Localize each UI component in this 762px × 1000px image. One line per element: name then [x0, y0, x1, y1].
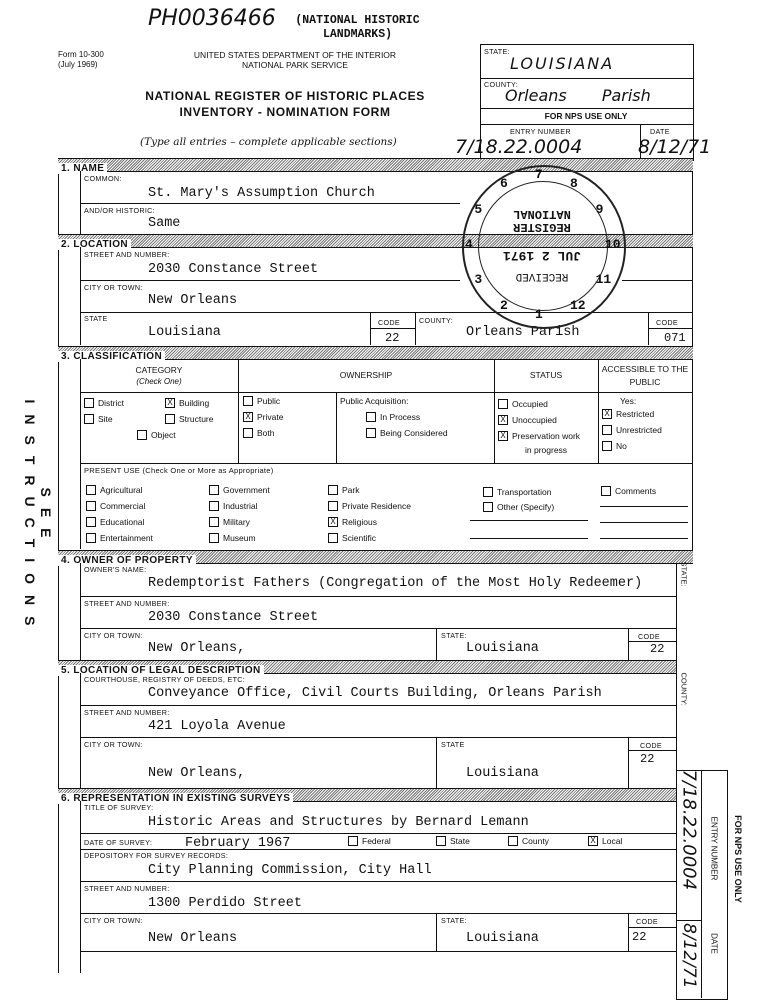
checkbox-icon[interactable]	[165, 414, 175, 424]
survey-date: February 1967	[185, 836, 291, 851]
category-district[interactable]: District	[84, 398, 124, 409]
side-date-value: 8/12/71	[679, 923, 699, 989]
access-restricted[interactable]: X Restricted	[602, 409, 654, 420]
checkbox-icon[interactable]	[86, 517, 96, 527]
courthouse: Conveyance Office, Civil Courts Building, Orleans Parish	[148, 686, 602, 701]
checkbox-icon[interactable]	[209, 501, 219, 511]
use-religious[interactable]: X Religious	[328, 517, 377, 528]
acq-being-considered[interactable]: Being Considered	[366, 428, 448, 439]
header-date-value: 8/12/71	[638, 136, 712, 158]
location-state-label: STATE	[84, 314, 108, 323]
survey-date-label: DATE OF SURVEY:	[84, 838, 153, 847]
stamp-digit: 4	[465, 237, 473, 252]
section-1-bar: 1. NAME	[58, 158, 693, 172]
public-acquisition-label: Public Acquisition:	[340, 396, 409, 406]
form-title: NATIONAL REGISTER OF HISTORIC PLACES INVENTORY - NOMINATION FORM	[145, 89, 425, 119]
stamp-digit: 11	[595, 272, 612, 287]
access-no[interactable]: No	[602, 441, 627, 452]
location-state: Louisiana	[148, 325, 221, 340]
checkbox-icon[interactable]	[209, 533, 219, 543]
header-entry-value: 7/18.22.0004	[455, 136, 583, 158]
side-entry-label: ENTRY NUMBER	[709, 816, 719, 881]
checkbox-icon[interactable]	[328, 533, 338, 543]
ownership-private[interactable]: X Private	[243, 412, 283, 423]
acq-in-process[interactable]: In Process	[366, 412, 420, 423]
stamp-digit: 1	[535, 307, 543, 322]
location-city-label: CITY OR TOWN:	[84, 283, 143, 292]
side-state-label: STATE:	[679, 561, 689, 587]
checkbox-icon[interactable]	[328, 501, 338, 511]
depository-code-label: CODE	[636, 917, 658, 926]
checkbox-icon[interactable]	[243, 428, 253, 438]
depository-street-label: STREET AND NUMBER:	[84, 884, 170, 893]
section-6-bar: 6. REPRESENTATION IN EXISTING SURVEYS	[58, 788, 676, 802]
use-private-residence[interactable]: Private Residence	[328, 501, 411, 512]
stamp-digit: 6	[500, 176, 508, 192]
section-5-bar: 5. LOCATION OF LEGAL DESCRIPTION	[58, 660, 676, 674]
depository-code: 22	[632, 930, 647, 944]
use-agricultural[interactable]: Agricultural	[86, 485, 143, 496]
depository-street: 1300 Perdido Street	[148, 896, 302, 911]
courthouse-label: COURTHOUSE, REGISTRY OF DEEDS, ETC:	[84, 675, 246, 684]
legal-state: Louisiana	[466, 766, 539, 781]
location-city: New Orleans	[148, 293, 238, 308]
type-instructions: (Type all entries – complete applicable sections)	[140, 136, 397, 148]
checked-box-icon[interactable]: X	[498, 431, 508, 441]
stamp-digit: 3	[474, 272, 483, 287]
location-street-label: STREET AND NUMBER:	[84, 250, 170, 259]
use-scientific[interactable]: Scientific	[328, 533, 376, 544]
checkbox-icon[interactable]	[137, 430, 147, 440]
header-state-label: STATE:	[484, 47, 510, 56]
category-building[interactable]: X Building	[165, 398, 209, 409]
location-code: 22	[385, 331, 400, 345]
checkbox-icon[interactable]	[209, 517, 219, 527]
checkbox-icon[interactable]	[84, 398, 94, 408]
stamp-date: JUL 2 1971	[503, 248, 582, 263]
depository: City Planning Commission, City Hall	[148, 863, 432, 878]
survey-local[interactable]: X Local	[588, 836, 622, 847]
use-museum[interactable]: Museum	[209, 533, 256, 544]
stamp-digit: 7	[535, 167, 543, 182]
checked-box-icon[interactable]: X	[165, 398, 175, 408]
checked-box-icon[interactable]: X	[243, 412, 253, 422]
status-preservation[interactable]: X Preservation work	[498, 431, 580, 442]
depository-city: New Orleans	[148, 931, 238, 946]
checked-box-icon[interactable]: X	[498, 415, 508, 425]
common-name: St. Mary's Assumption Church	[148, 186, 375, 201]
location-county-label: COUNTY:	[419, 316, 454, 325]
checkbox-icon[interactable]	[498, 399, 508, 409]
checkbox-icon[interactable]	[328, 485, 338, 495]
checkbox-icon[interactable]	[602, 441, 612, 451]
survey-title: Historic Areas and Structures by Bernard Lemann	[148, 815, 529, 830]
header-county-value: Orleans Parish	[505, 86, 651, 105]
section-2-bar: 2. LOCATION	[58, 234, 693, 248]
side-county-label: COUNTY:	[679, 672, 689, 706]
section-4-bar: 4. OWNER OF PROPERTY	[58, 550, 693, 564]
county-code-label: CODE	[656, 318, 678, 327]
category-object[interactable]: Object	[137, 430, 176, 441]
use-government[interactable]: Government	[209, 485, 270, 496]
legal-city-label: CITY OR TOWN:	[84, 740, 143, 749]
checkbox-icon[interactable]	[366, 428, 376, 438]
owner-state: Louisiana	[466, 641, 539, 656]
status-in-progress: in progress	[525, 445, 568, 455]
stamp-digit: 5	[474, 202, 483, 217]
checkbox-icon[interactable]	[348, 836, 358, 846]
legal-code-label: CODE	[640, 741, 662, 750]
side-nps-label: FOR NPS USE ONLY	[733, 815, 743, 903]
ownership-both[interactable]: Both	[243, 428, 275, 439]
checkbox-icon[interactable]	[602, 425, 612, 435]
status-header: STATUS	[529, 370, 563, 380]
checkbox-icon[interactable]	[86, 501, 96, 511]
use-educational[interactable]: Educational	[86, 517, 144, 528]
landmark-note: (NATIONAL HISTORIC LANDMARKS)	[295, 14, 420, 41]
use-park[interactable]: Park	[328, 485, 359, 496]
access-yes: Yes:	[620, 396, 637, 406]
ownership-public[interactable]: Public	[243, 396, 280, 407]
owner-street-label: STREET AND NUMBER:	[84, 599, 170, 608]
location-code-label: CODE	[378, 318, 400, 327]
stamp-digit: 8	[570, 176, 578, 192]
checkbox-icon[interactable]	[209, 485, 219, 495]
category-header: CATEGORY (Check One)	[135, 365, 183, 386]
owner-city-label: CITY OR TOWN:	[84, 631, 143, 640]
side-date-label: DATE	[709, 933, 719, 954]
form-number: Form 10-300 (July 1969)	[58, 50, 104, 69]
use-transportation[interactable]: Transportation	[483, 487, 552, 498]
present-use-label: PRESENT USE (Check One or More as Appropriate)	[84, 466, 274, 475]
legal-state-label: STATE	[441, 740, 465, 749]
stamp-digit: 12	[570, 297, 586, 313]
checkbox-icon[interactable]	[366, 412, 376, 422]
legal-code: 22	[640, 752, 655, 766]
historic-label: AND/OR HISTORIC:	[84, 206, 155, 215]
header-county-label: COUNTY:	[484, 80, 519, 89]
owner-city: New Orleans,	[148, 641, 246, 656]
legal-street-label: STREET AND NUMBER:	[84, 708, 170, 717]
owner-street: 2030 Constance Street	[148, 610, 319, 625]
checked-box-icon[interactable]: X	[602, 409, 612, 419]
checkbox-icon[interactable]	[86, 533, 96, 543]
stamp-register-text: REGISTER NATIONAL	[513, 207, 571, 234]
checkbox-icon[interactable]	[243, 396, 253, 406]
survey-county[interactable]: County	[508, 836, 549, 847]
checkbox-icon[interactable]	[483, 487, 493, 497]
header-nps-label: FOR NPS USE ONLY	[544, 111, 628, 121]
category-structure[interactable]: Structure	[165, 414, 214, 425]
stamp-received: RECEIVED	[515, 270, 569, 282]
owner-name-label: OWNER'S NAME:	[84, 565, 147, 574]
header-state-value: LOUISIANA	[510, 54, 615, 73]
use-industrial[interactable]: Industrial	[209, 501, 258, 512]
use-military[interactable]: Military	[209, 517, 250, 528]
checked-box-icon[interactable]: X	[328, 517, 338, 527]
use-comments[interactable]: Comments	[601, 486, 656, 497]
agency: UNITED STATES DEPARTMENT OF THE INTERIOR NATIONAL PARK SERVICE	[193, 50, 397, 70]
depository-state: Louisiana	[466, 931, 539, 946]
checkbox-icon[interactable]	[436, 836, 446, 846]
stamp-digit: 9	[595, 202, 604, 217]
owner-code: 22	[650, 642, 665, 656]
depository-state-label: STATE:	[441, 916, 467, 925]
stamp-digit: 2	[500, 297, 508, 313]
handwritten-id: PH0036466	[148, 6, 276, 31]
location-street: 2030 Constance Street	[148, 262, 319, 277]
owner-state-label: STATE:	[441, 631, 467, 640]
location-county: Orleans Parish	[466, 325, 580, 340]
historic-name: Same	[148, 216, 181, 231]
side-entry-value: 7/18.22.0004	[678, 769, 700, 891]
checkbox-icon[interactable]	[483, 502, 493, 512]
county-code: 071	[664, 331, 686, 345]
checkbox-icon[interactable]	[86, 485, 96, 495]
legal-street: 421 Loyola Avenue	[148, 719, 286, 734]
checkbox-icon[interactable]	[601, 486, 611, 496]
access-header: ACCESSIBLE TO THE PUBLIC	[601, 364, 689, 387]
received-stamp-inner	[478, 181, 608, 311]
depository-city-label: CITY OR TOWN:	[84, 916, 143, 925]
section-3-bar: 3. CLASSIFICATION	[58, 346, 693, 360]
survey-federal[interactable]: Federal	[348, 836, 391, 847]
stamp-digit: 10	[605, 237, 621, 252]
checkbox-icon[interactable]	[84, 414, 94, 424]
legal-city: New Orleans,	[148, 766, 246, 781]
ownership-header: OWNERSHIP	[339, 370, 393, 380]
owner-name: Redemptorist Fathers (Congregation of the Most Holy Redeemer)	[148, 576, 643, 591]
use-other[interactable]: Other (Specify)	[483, 502, 554, 513]
access-unrestricted[interactable]: Unrestricted	[602, 425, 662, 436]
survey-state[interactable]: State	[436, 836, 470, 847]
status-occupied[interactable]: Occupied	[498, 399, 548, 410]
survey-title-label: TITLE OF SURVEY:	[84, 803, 154, 812]
use-commercial[interactable]: Commercial	[86, 501, 145, 512]
owner-code-label: CODE	[638, 632, 660, 641]
status-unoccupied[interactable]: X Unoccupied	[498, 415, 557, 426]
common-label: COMMON:	[84, 174, 122, 183]
category-site[interactable]: Site	[84, 414, 113, 425]
depository-label: DEPOSITORY FOR SURVEY RECORDS:	[84, 851, 229, 860]
checked-box-icon[interactable]: X	[588, 836, 598, 846]
header-date-label: DATE	[650, 127, 670, 136]
checkbox-icon[interactable]	[508, 836, 518, 846]
header-entry-label: ENTRY NUMBER	[510, 127, 571, 136]
use-entertainment[interactable]: Entertainment	[86, 533, 153, 544]
